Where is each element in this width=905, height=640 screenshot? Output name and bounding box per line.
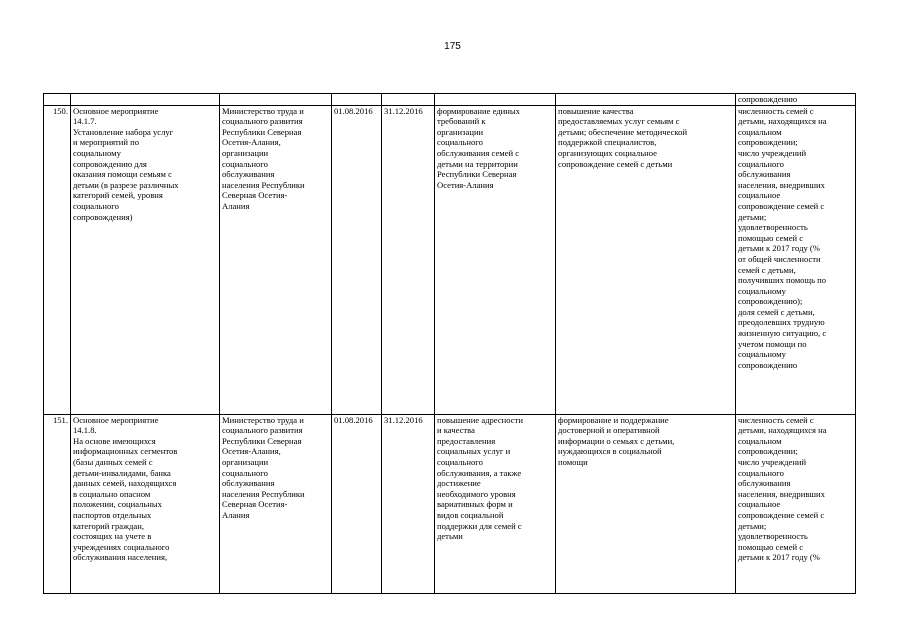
- cell-line: положении, социальных: [73, 499, 162, 510]
- cell-line: Осетия-Алания,: [222, 137, 281, 148]
- cell-line: семей с детьми,: [738, 264, 796, 275]
- cell-line: детьми (в разрезе различных: [73, 179, 179, 190]
- cell-line: категорий граждан,: [73, 520, 144, 531]
- cell-line: численность семей с: [738, 105, 814, 116]
- cell-line: получивших помощь по: [738, 275, 827, 286]
- page-number: 175: [444, 41, 461, 52]
- cell-line: социальном: [738, 126, 782, 137]
- cell-line: удовлетворенность: [738, 222, 808, 233]
- cell-line: Республики Северная: [222, 126, 302, 137]
- cell-line: категорий семей, уровня: [73, 190, 163, 201]
- cell-line: детьми;: [738, 520, 767, 531]
- cell-line: населения, внедривших: [738, 179, 825, 190]
- cell-line: оказания помощи семьям с: [73, 169, 172, 180]
- cell-line: Министерство труда и: [222, 105, 304, 116]
- cell-line: формирование и поддержание: [558, 414, 669, 425]
- cell-line: социального: [73, 200, 119, 211]
- cell-line: сопровождению для: [73, 158, 147, 169]
- cell-line: социального: [222, 158, 268, 169]
- cell-line: Алания: [222, 509, 250, 520]
- cell-empty: [382, 94, 435, 106]
- cell-line: детьми к 2017 году (%: [738, 243, 820, 254]
- cell-line: организации: [437, 126, 484, 137]
- cell-line: предоставляемых услуг семьям с: [558, 116, 680, 127]
- end-date: 31.12.2016: [382, 414, 435, 593]
- cell-line: обслуживания: [222, 478, 275, 489]
- row-number: 150.: [44, 105, 71, 414]
- measures-table: [43, 93, 856, 594]
- cell-line: Основное мероприятие: [73, 105, 159, 116]
- cell-empty: [44, 94, 71, 106]
- cell-line: повышение качества: [558, 105, 634, 116]
- cell-line: сопровождение семей с: [738, 200, 825, 211]
- cell-line: 14.1.8.: [73, 425, 97, 436]
- cell-line: и мероприятий по: [73, 137, 140, 148]
- result-cell: [435, 105, 556, 414]
- cell-line: организации: [222, 456, 269, 467]
- indicators-tail: сопровождению: [738, 94, 798, 104]
- indicators-cell: [736, 414, 856, 593]
- cell-line: Алания: [222, 200, 250, 211]
- cell-line: паспортов отдельных: [73, 509, 152, 520]
- cell-line: численность семей с: [738, 414, 814, 425]
- event-cell: [71, 105, 220, 414]
- cell-line: информации о семьях с детьми,: [558, 435, 675, 446]
- cell-line: предоставления: [437, 435, 496, 446]
- cell-line: достоверной и оперативной: [558, 425, 660, 436]
- cell-line: обслуживания семей с: [437, 147, 520, 158]
- continuation-row: [44, 94, 856, 106]
- cell-line: детьми, находящихся на: [738, 116, 827, 127]
- cell-line: социальному: [73, 147, 121, 158]
- cell-empty: [435, 94, 556, 106]
- result-cell: [435, 414, 556, 593]
- cell-line: населения Республики: [222, 488, 305, 499]
- cell-line: социальное: [738, 190, 781, 201]
- cell-line: Основное мероприятие: [73, 414, 159, 425]
- cell-line: детьми; обеспечение методической: [558, 126, 688, 137]
- cell-line: сопровождение семей с детьми: [558, 158, 673, 169]
- executor-cell: [220, 105, 332, 414]
- table-row: [44, 414, 856, 593]
- cell-line: помощью семей с: [738, 232, 804, 243]
- cell-line: социального: [738, 467, 784, 478]
- cell-line: состоящих на учете в: [73, 531, 152, 542]
- cell-line: Установление набора услуг: [73, 126, 174, 137]
- cell-line: сопровождения): [73, 211, 133, 222]
- end-date: 31.12.2016: [382, 105, 435, 414]
- cell-line: поддержкой специалистов,: [558, 137, 657, 148]
- cell-line: данных семей, находящихся: [73, 478, 177, 489]
- cell-line: требований к: [437, 116, 486, 127]
- cell-line: повышение адресности: [437, 414, 523, 425]
- cell-line: социального развития: [222, 425, 303, 436]
- cell-empty: [556, 94, 736, 106]
- cell-line: социальному: [738, 349, 786, 360]
- cell-line: вариативных форм и: [437, 499, 513, 510]
- cell-line: видов социальной: [437, 509, 504, 520]
- cell-line: социального: [437, 137, 483, 148]
- cell-line: детьми;: [738, 211, 767, 222]
- cell-line: обслуживания, а также: [437, 467, 522, 478]
- cell-line: детьми, находящихся на: [738, 425, 827, 436]
- cell-line: число учреждений: [738, 456, 807, 467]
- cell-line: Осетия-Алания,: [222, 446, 281, 457]
- cell-line: учреждениях социального: [73, 541, 170, 552]
- cell-line: детьми к 2017 году (%: [738, 552, 820, 563]
- cell-line: Республики Северная: [222, 435, 302, 446]
- cell-line: обслуживания: [738, 169, 791, 180]
- cell-line: информационных сегментов: [73, 446, 178, 457]
- cell-line: организации: [222, 147, 269, 158]
- cell-line: (базы данных семей с: [73, 456, 153, 467]
- cell-line: сопровождение семей с: [738, 509, 825, 520]
- cell-line: обслуживания: [222, 169, 275, 180]
- start-date: 01.08.2016: [332, 105, 382, 414]
- cell-line: преодолевших трудную: [738, 317, 825, 328]
- cell-line: в социально опасном: [73, 488, 151, 499]
- effect-cell: [556, 105, 736, 414]
- cell-line: социального: [437, 456, 483, 467]
- cell-empty: [220, 94, 332, 106]
- row-number: 151.: [44, 414, 71, 593]
- cell-line: 14.1.7.: [73, 116, 97, 127]
- cell-line: помощи: [558, 456, 588, 467]
- cell-line: сопровождении;: [738, 137, 798, 148]
- cell-line: поддержки для семей с: [437, 520, 522, 531]
- cell-line: помощью семей с: [738, 541, 804, 552]
- cell-line: социальному: [738, 285, 786, 296]
- cell-line: жизненную ситуацию, с: [738, 328, 827, 339]
- cell-line: обслуживания: [738, 478, 791, 489]
- cell-line: населения, внедривших: [738, 488, 825, 499]
- cell-line: число учреждений: [738, 147, 807, 158]
- cell-line: Северная Осетия-: [222, 190, 288, 201]
- cell-line: и качества: [437, 425, 475, 436]
- cell-line: социального: [738, 158, 784, 169]
- cell-line: Республики Северная: [437, 169, 517, 180]
- cell-line: социальных услуг и: [437, 446, 511, 457]
- table-row: [44, 105, 856, 414]
- cell-line: населения Республики: [222, 179, 305, 190]
- event-cell: [71, 414, 220, 593]
- indicators-cell: [736, 105, 856, 414]
- cell-line: социального: [222, 467, 268, 478]
- cell-line: социального развития: [222, 116, 303, 127]
- cell-line: детьми на территории: [437, 158, 518, 169]
- cell-line: сопровождению);: [738, 296, 803, 307]
- cell-line: сопровождении;: [738, 446, 798, 457]
- cell-line: сопровождению: [738, 359, 798, 370]
- cell-line: необходимого уровня: [437, 488, 516, 499]
- cell-line: детьми-инвалидами, банка: [73, 467, 171, 478]
- cell-line: от общей численности: [738, 253, 821, 264]
- cell-line: Министерство труда и: [222, 414, 304, 425]
- cell-line: организующих социальное: [558, 147, 657, 158]
- cell-line: удовлетворенность: [738, 531, 808, 542]
- cell-line: социальное: [738, 499, 781, 510]
- cell-line: детьми: [437, 531, 463, 542]
- cell-empty: [71, 94, 220, 106]
- cell-line: социальном: [738, 435, 782, 446]
- effect-cell: [556, 414, 736, 593]
- cell-line: Северная Осетия-: [222, 499, 288, 510]
- cell-line: На основе имеющихся: [73, 435, 156, 446]
- start-date: 01.08.2016: [332, 414, 382, 593]
- cell-line: обслуживания населения,: [73, 552, 168, 563]
- executor-cell: [220, 414, 332, 593]
- cell-line: нуждающихся в социальной: [558, 446, 662, 457]
- cell-line: достижение: [437, 478, 481, 489]
- cell-empty: [332, 94, 382, 106]
- cell-line: доля семей с детьми,: [738, 306, 815, 317]
- cell-line: учетом помощи по: [738, 338, 807, 349]
- indicators-continuation-cell: [736, 94, 856, 106]
- cell-line: Осетия-Алания: [437, 179, 494, 190]
- cell-line: формирование единых: [437, 105, 520, 116]
